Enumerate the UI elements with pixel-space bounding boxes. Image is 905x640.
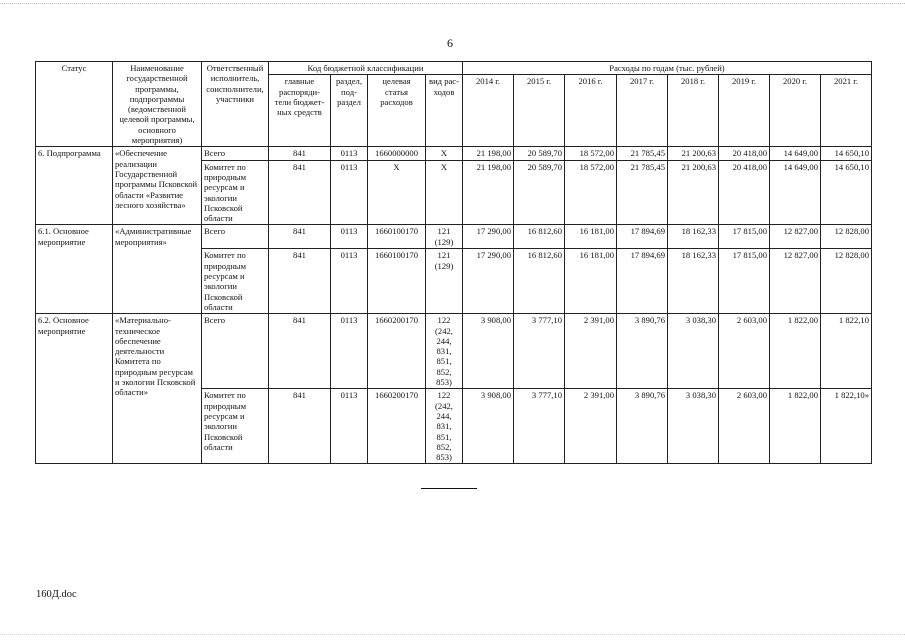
row-rzpr: 0113 [331, 314, 368, 389]
row-status: 6.2. Основное мероприятие [36, 314, 113, 464]
row-responsible: Всего [202, 314, 269, 389]
header-year: 2017 г. [617, 75, 668, 147]
row-value: 17 290,00 [463, 225, 514, 249]
page-number: 6 [447, 36, 453, 50]
header-year: 2021 г. [821, 75, 872, 147]
row-value: 3 777,10 [514, 314, 565, 389]
row-value: 21 198,00 [463, 160, 514, 225]
row-value: 17 815,00 [719, 249, 770, 314]
row-value: 21 200,63 [668, 147, 719, 160]
row-vr: 121 (129) [426, 225, 463, 249]
row-value: 18 162,33 [668, 249, 719, 314]
header-year: 2015 г. [514, 75, 565, 147]
row-value: 2 603,00 [719, 314, 770, 389]
row-value: 17 894,69 [617, 225, 668, 249]
row-value: 20 589,70 [514, 160, 565, 225]
row-value: 3 908,00 [463, 389, 514, 464]
row-value: 2 391,00 [565, 389, 617, 464]
footer-filename: 160Д.doc [36, 589, 77, 600]
row-status: 6. Подпрограмма [36, 147, 113, 225]
row-responsible: Комитет по природным ресурсам и экологии Псковской области [202, 160, 269, 225]
row-value: 3 908,00 [463, 314, 514, 389]
row-rzpr: 0113 [331, 147, 368, 160]
header-year: 2018 г. [668, 75, 719, 147]
row-value: 2 391,00 [565, 314, 617, 389]
row-responsible: Комитет по природным ресурсам и экологии Псковской области [202, 389, 269, 464]
row-value: 16 181,00 [565, 225, 617, 249]
row-value: 21 200,63 [668, 160, 719, 225]
row-value: 18 162,33 [668, 225, 719, 249]
row-value: 14 650,10 [821, 147, 872, 160]
row-value: 21 785,45 [617, 147, 668, 160]
table-row [36, 314, 872, 389]
row-value: 21 198,00 [463, 147, 514, 160]
header-year: 2019 г. [719, 75, 770, 147]
header-responsible: Ответственный исполнитель, соисполнители, участники [202, 62, 269, 147]
row-value: 3 777,10 [514, 389, 565, 464]
end-divider [421, 488, 477, 489]
row-grbs: 841 [269, 389, 331, 464]
row-grbs: 841 [269, 249, 331, 314]
header-name: Наименование государственной программы, подпрограммы (ведомственной целевой программы, основного мероприятия) [113, 62, 202, 147]
row-name: «Административные мероприятия» [113, 225, 202, 314]
row-responsible: Комитет по природным ресурсам и экологии Псковской области [202, 249, 269, 314]
row-vr: 122 (242, 244, 831, 851, 852, 853) [426, 389, 463, 464]
row-vr: 122 (242, 244, 831, 851, 852, 853) [426, 314, 463, 389]
row-value: 20 418,00 [719, 147, 770, 160]
row-value: 3 890,76 [617, 389, 668, 464]
row-value: 20 418,00 [719, 160, 770, 225]
row-csr: 1660100170 [368, 249, 426, 314]
row-value: 3 038,30 [668, 389, 719, 464]
row-name: «Обеспечение реализации Государственной программы Псковской области «Развитие лесного хозяйства» [113, 147, 202, 225]
row-value: 14 649,00 [770, 160, 821, 225]
row-value: 17 894,69 [617, 249, 668, 314]
header-code-rzpr: раздел, под-раздел [331, 75, 368, 147]
budget-table [35, 61, 872, 464]
header-code-grbs: главные распоряди-тели бюджет-ных средств [269, 75, 331, 147]
row-value: 1 822,00 [770, 389, 821, 464]
row-value: 14 650,10 [821, 160, 872, 225]
header-code-group: Код бюджетной классификации [269, 62, 463, 75]
row-value: 21 785,45 [617, 160, 668, 225]
row-value: 16 812,60 [514, 249, 565, 314]
row-value: 12 828,00 [821, 249, 872, 314]
row-vr: 121 (129) [426, 249, 463, 314]
row-value: 18 572,00 [565, 147, 617, 160]
header-year: 2020 г. [770, 75, 821, 147]
table-row [36, 147, 872, 160]
row-rzpr: 0113 [331, 389, 368, 464]
row-value: 12 828,00 [821, 225, 872, 249]
row-value: 20 589,70 [514, 147, 565, 160]
row-value: 18 572,00 [565, 160, 617, 225]
row-status: 6.1. Основное мероприятие [36, 225, 113, 314]
row-value: 14 649,00 [770, 147, 821, 160]
row-vr: X [426, 160, 463, 225]
bottom-scan-edge [0, 634, 905, 635]
row-value: 1 822,10» [821, 389, 872, 464]
row-value: 16 812,60 [514, 225, 565, 249]
row-rzpr: 0113 [331, 225, 368, 249]
row-vr: X [426, 147, 463, 160]
table-row [36, 225, 872, 249]
row-rzpr: 0113 [331, 160, 368, 225]
row-value: 16 181,00 [565, 249, 617, 314]
header-code-csr: целевая статья расходов [368, 75, 426, 147]
row-csr: 1660100170 [368, 225, 426, 249]
row-rzpr: 0113 [331, 249, 368, 314]
header-year: 2016 г. [565, 75, 617, 147]
row-csr: 1660200170 [368, 314, 426, 389]
row-responsible: Всего [202, 147, 269, 160]
row-grbs: 841 [269, 225, 331, 249]
row-value: 17 815,00 [719, 225, 770, 249]
row-value: 12 827,00 [770, 249, 821, 314]
row-value: 17 290,00 [463, 249, 514, 314]
row-name: «Материально-техническое обеспечение деятельности Комитета по природным ресурсам и экологии Псковской области» [113, 314, 202, 464]
row-grbs: 841 [269, 160, 331, 225]
row-value: 3 890,76 [617, 314, 668, 389]
header-code-vr: вид рас-ходов [426, 75, 463, 147]
header-year: 2014 г. [463, 75, 514, 147]
row-value: 2 603,00 [719, 389, 770, 464]
row-value: 3 038,30 [668, 314, 719, 389]
top-scan-edge [0, 3, 905, 4]
row-value: 12 827,00 [770, 225, 821, 249]
row-value: 1 822,10 [821, 314, 872, 389]
row-responsible: Всего [202, 225, 269, 249]
row-grbs: 841 [269, 314, 331, 389]
row-value: 1 822,00 [770, 314, 821, 389]
row-csr: 1660000000 [368, 147, 426, 160]
header-status: Статус [36, 62, 113, 147]
row-csr: 1660200170 [368, 389, 426, 464]
header-expenses-group: Расходы по годам (тыс. рублей) [463, 62, 872, 75]
row-csr: X [368, 160, 426, 225]
row-grbs: 841 [269, 147, 331, 160]
